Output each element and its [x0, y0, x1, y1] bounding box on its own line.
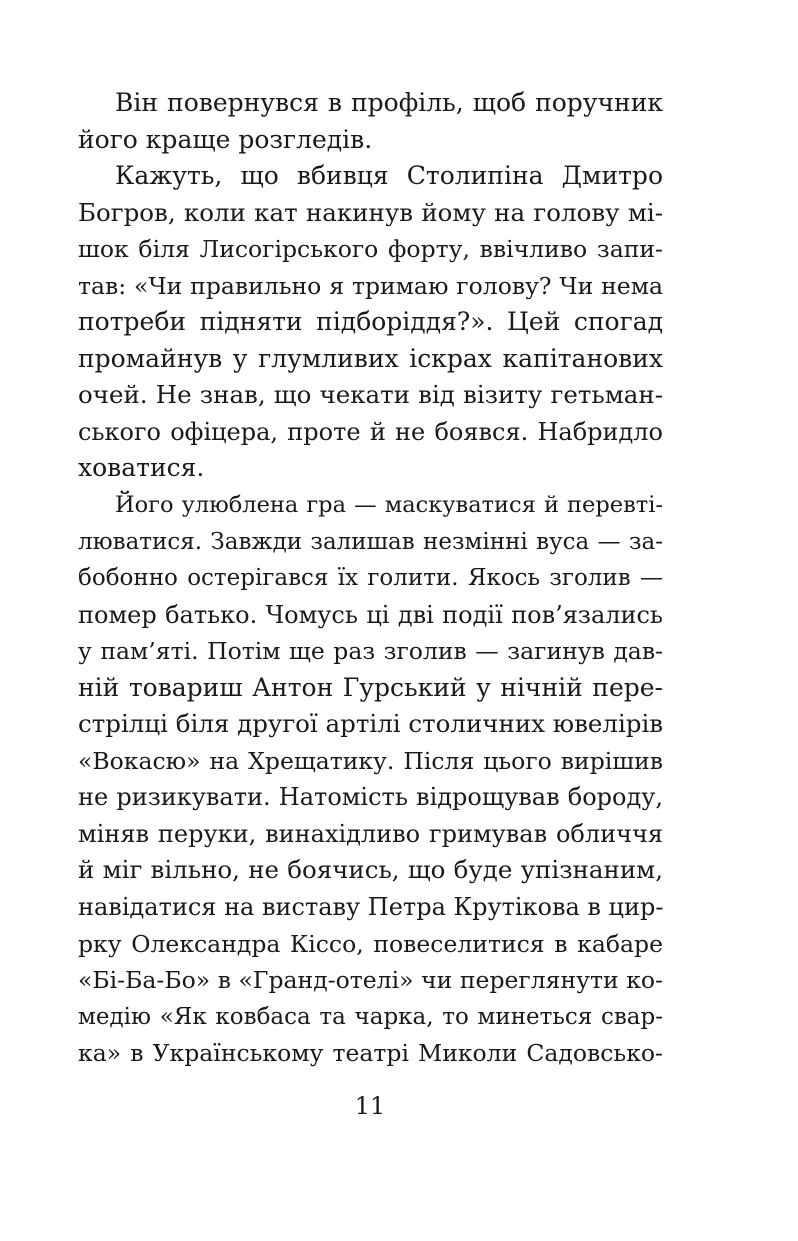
- text-line: Кажуть, що вбивця Столипіна Дмитро: [115, 161, 663, 191]
- text-line: ка» в Українському театрі Миколи Садовсько-: [78, 1039, 663, 1068]
- text-line: шок біля Лисогірського форту, ввічливо запи-: [78, 235, 663, 264]
- text-line: й міг вільно, не боячись, що буде упізнаним,: [78, 855, 663, 885]
- text-line: бобонно остерігався їх голити. Якось зголив —: [78, 565, 663, 592]
- text-line: Його улюблена гра — маскуватися й перевті-: [115, 492, 663, 519]
- text-line: медію «Як ковбаса та чарка, то минеться свар-: [78, 1003, 663, 1030]
- text-line: потреби підняти підборіддя?». Цей спогад: [78, 307, 663, 337]
- text-line: у пам’яті. Потім ще раз зголив — загинув дав-: [78, 637, 663, 666]
- text-line: «Бі-Ба-Бо» в «Гранд-отелі» чи переглянути ко-: [78, 966, 663, 995]
- text-line: очей. Не знав, що чекати від візиту гетьман-: [78, 380, 663, 410]
- text-line: стрілці біля другої артілі столичних ювелірів: [78, 709, 663, 739]
- text-line: навідатися на виставу Петра Крутікова в цир-: [78, 893, 663, 922]
- text-line: рку Олександра Кіссо, повеселитися в кабаре: [78, 929, 663, 958]
- text-line: ського офіцера, проте й не боявся. Набридло: [78, 417, 663, 446]
- text-line: Богров, коли кат накинув йому на голову мі-: [78, 197, 663, 227]
- text-line: помер батько. Чомусь ці дві події пов’язались: [78, 600, 663, 629]
- text-line: люватися. Завжди залишав незмінні вуса — за-: [78, 528, 663, 555]
- text-line: промайнув у глумливих іскрах капітанових: [78, 343, 663, 373]
- text-line: «Вокасю» на Хрещатику. Після цього вирішив: [78, 746, 663, 775]
- text-line: тав: «Чи правильно я тримаю голову? Чи нема: [78, 271, 663, 300]
- text-line: його краще розгледів.: [78, 124, 373, 154]
- text-line: Він повернувся в профіль, щоб поручник: [115, 88, 663, 117]
- body-text: [78, 85, 663, 1072]
- page-number: 11: [354, 1092, 386, 1120]
- text-line: ховатися.: [78, 453, 205, 483]
- text-line: ній товариш Антон Гурський у нічній пере-: [78, 672, 663, 702]
- text-line: не ризикувати. Натомість відрощував бороду,: [78, 783, 663, 812]
- text-line: міняв перуки, винахідливо гримував обличчя: [78, 819, 663, 848]
